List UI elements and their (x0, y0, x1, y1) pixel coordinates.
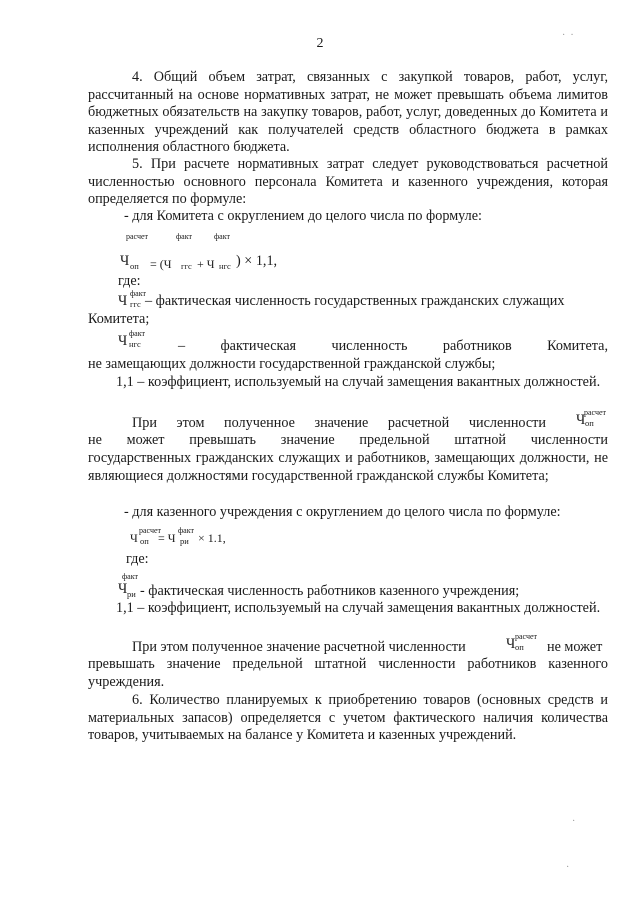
committee-formula-intro: - для Комитета с округлением до целого числа по формуле: (124, 208, 482, 224)
coefficient-note-1: 1,1 – коэффициент, используемый на случай замещения вакантных должностей. (116, 374, 601, 390)
coefficient-note-2: 1,1 – коэффициент, используемый на случай замещения вакантных должностей. (116, 600, 601, 616)
where-label: где: (118, 273, 141, 289)
institution-formula-intro: - для казенного учреждения с округлением до целого числа по формуле: (124, 504, 561, 520)
document-page: 2 · · 4. Общий объем затрат, связанных с закупкой товаров, работ, услуг, рассчитанный на основе нормативных затрат, не может превышать объема лимитов бюджетных обязательств на закупку товаров, работ, услуг, доведенных до Комитета и казенных учреждений как получателей средств областного бюджета в рамках исполнения областного бюджета. 5. При расчете нормативных затрат следует руководствоваться расчетной численностью основного персонала Комитета и казенного учреждения, которая определяется по формуле: - для Комитета с округлением до целого числа по формуле: расчет Ч оп = (Ч факт ггс + Ч факт нгс ) × 1,1, где: Ч факт ггс – фактическая численность государственных гражданских служащих Комитета; Ч факт нгс – фактическая численность работников Комитета, не замещающих должности государственной гражданской службы; 1,1 – коэффициент, используемый на случай замещения вакантных должностей. При этом полученное значение расчетной численности Ч расчет оп не может превышать значение предельной штатной численности государственных гражданских служащих и работников, замещающих должности, не являющиеся должностями государственной гражданской службы Комитета; - для казенного учреждения с округлением до целого числа по формуле: Ч расчет оп = Ч факт ри × 1.1, где: факт Ч ри - фактическая численность работников казенного учреждения; 1,1 – коэффициент, используемый на случай замещения вакантных должностей. При этом полученное значение расчетной численности Ч расчет оп не может превышать значение предельной штатной численности работников казенного учреждения. 6. Количество планируемых к приобретению товаров (основных средств и материальных запасов) определяется с учетом фактического наличия количества товаров, учитываемых на балансе у Комитета и казенных учреждений. · · (0, 0, 640, 905)
scan-marks-bottom: · (572, 816, 576, 827)
scan-marks: · · (562, 30, 574, 41)
paragraph-6: 6. Количество планируемых к приобретению товаров (основных средств и материальных запасов) определяется с учетом фактического наличия количества товаров, учитываемых на балансе у Комитета и казенных учреждений. (88, 692, 608, 744)
paragraph-4: 4. Общий объем затрат, связанных с закупкой товаров, работ, услуг, рассчитанный на основе нормативных затрат, не может превышать объема лимитов бюджетных обязательств на закупку товаров, работ, услуг, доведенных до Комитета и казенных учреждений как получателей средств областного бюджета в рамках исполнения областного бюджета. (88, 69, 608, 156)
scan-marks-bottom-2: · (566, 862, 570, 873)
page-number: 2 (316, 36, 324, 51)
where-label-2: где: (126, 551, 149, 567)
paragraph-5: 5. При расчете нормативных затрат следует руководствоваться расчетной численностью основного персонала Комитета и казенного учреждения, которая определяется по формуле: (88, 156, 608, 208)
